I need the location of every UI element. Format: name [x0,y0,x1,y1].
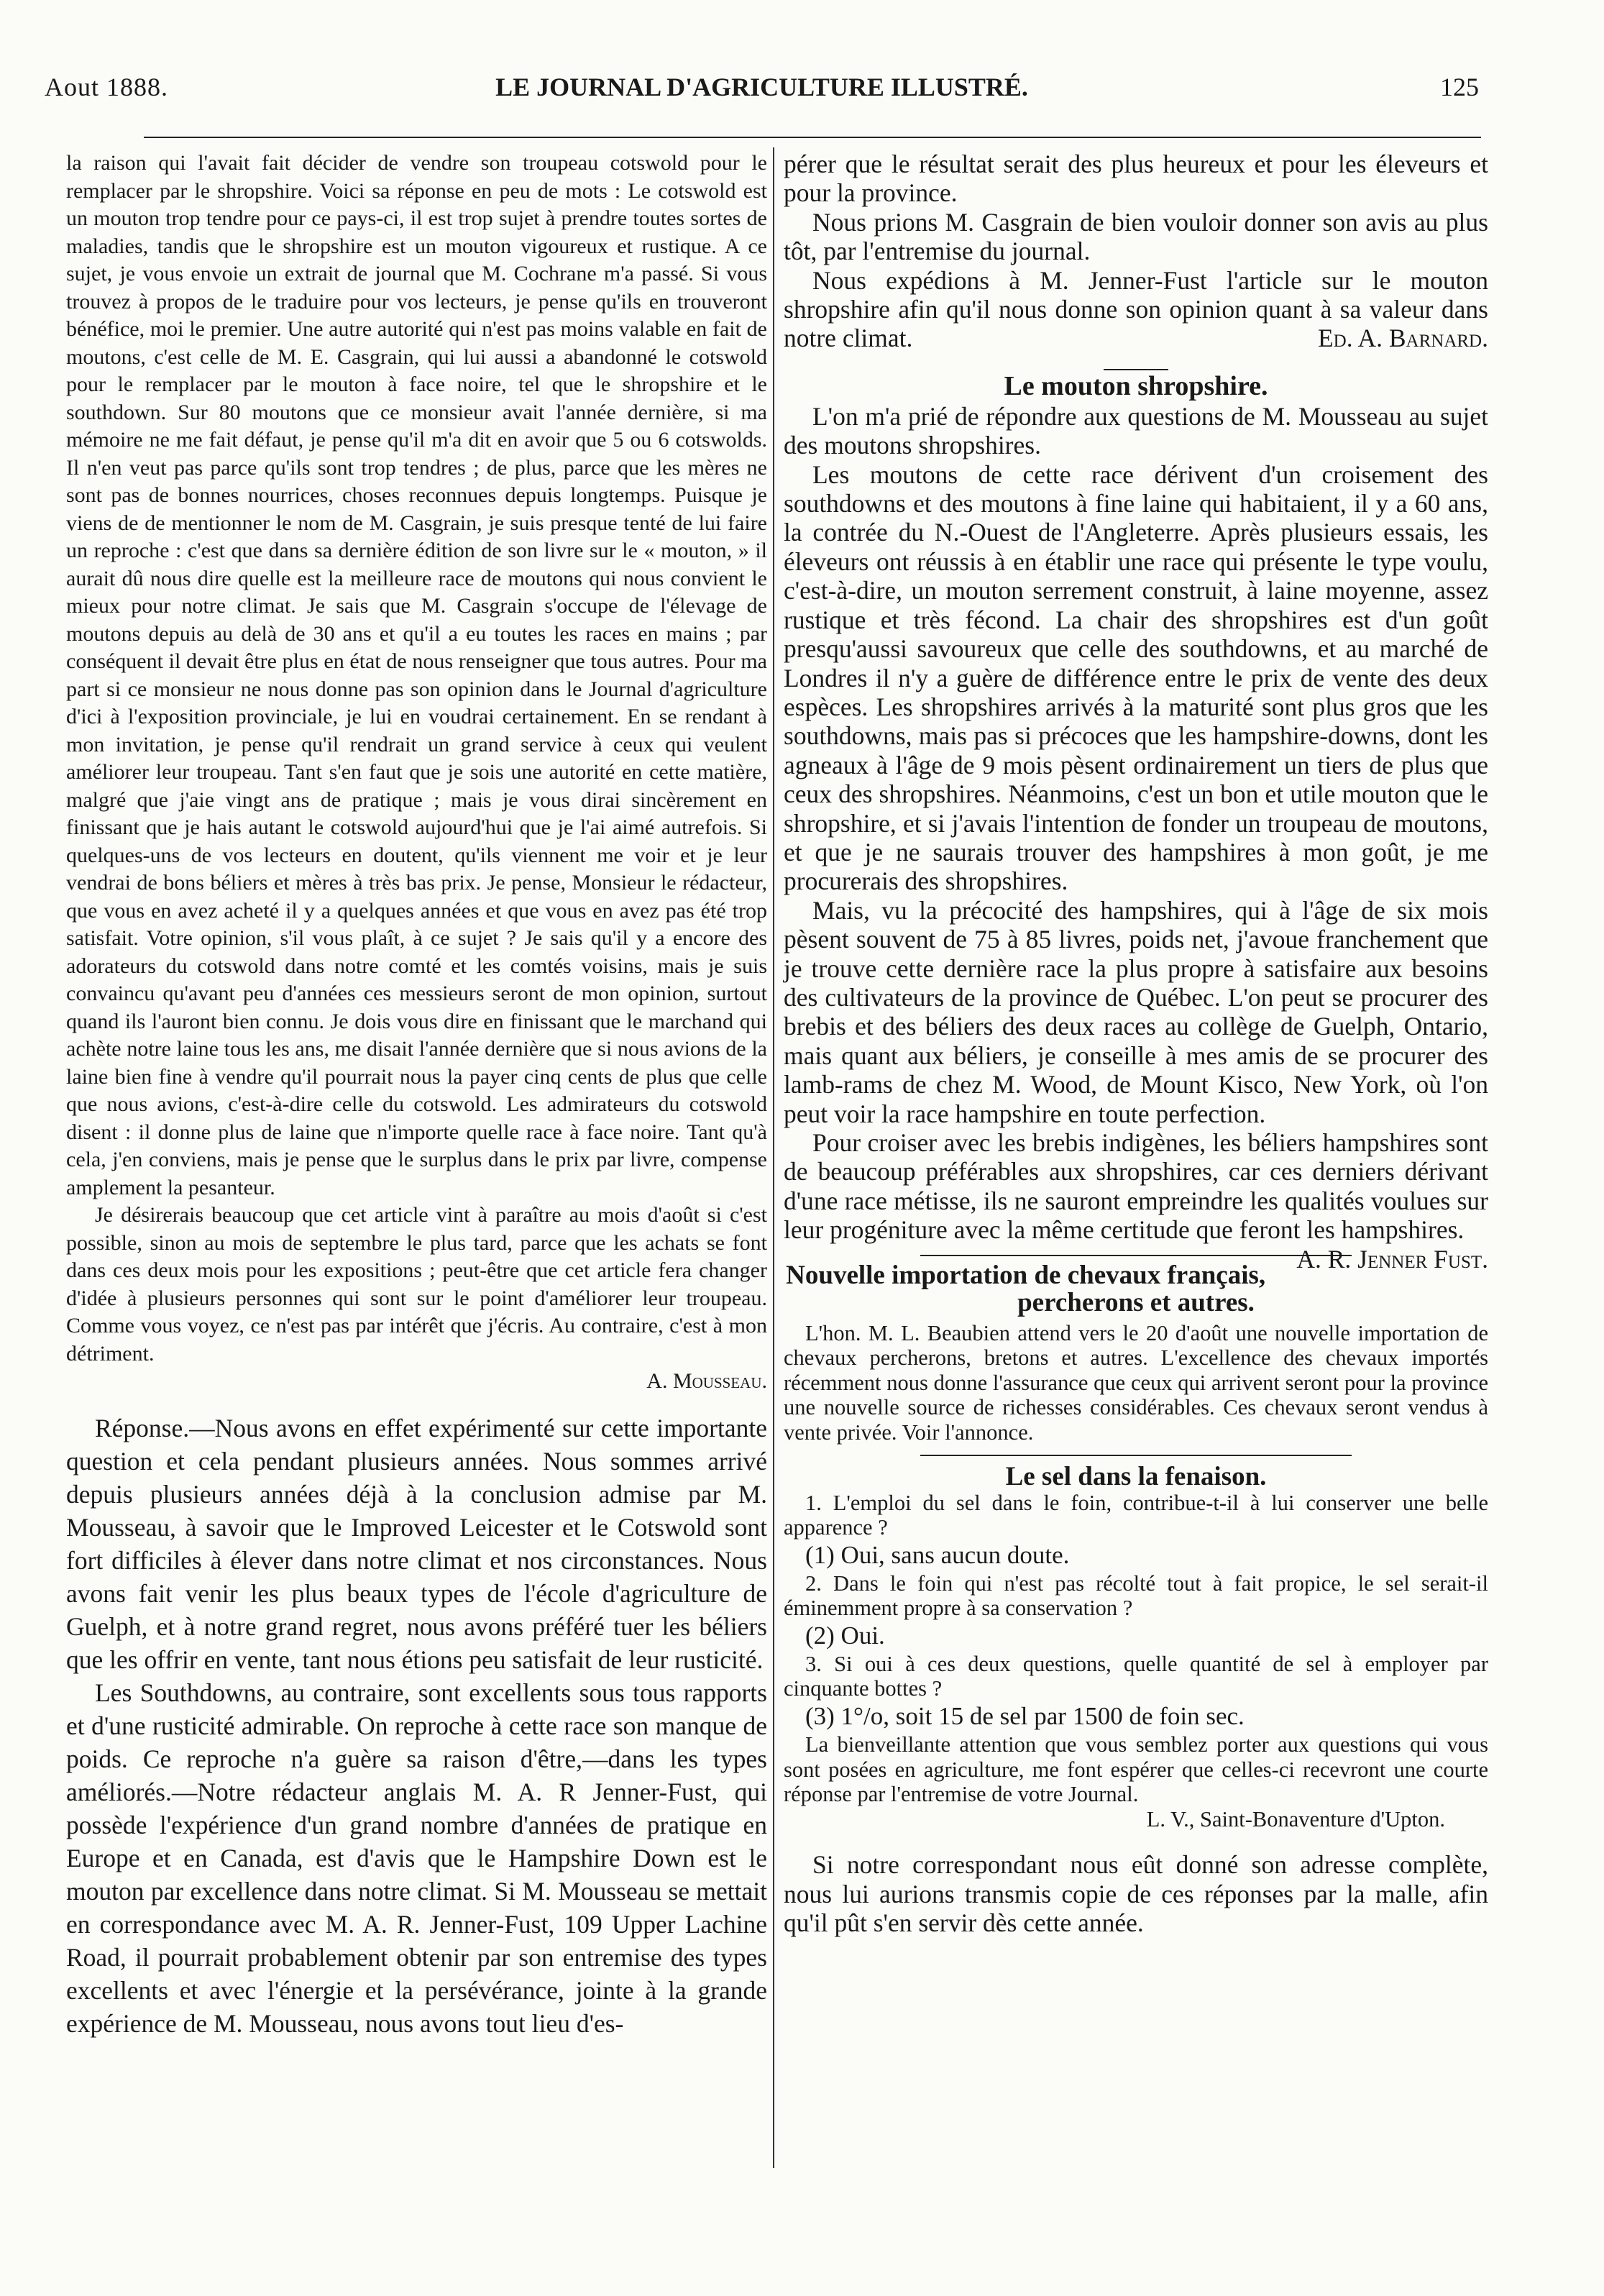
page-number: 125 [1440,73,1479,101]
letter-paragraph-1: la raison qui l'avait fait décider de vendre son troupeau cotswold pour le remplacer par le shropshire. Voici sa réponse en peu de mots : Le cotswold est un mouton trop tendre pour ce pays-ci, il est trop sujet à prendre toutes sortes de maladies, tandis que le shropshire est un mouton vigoureux et rustique. A ce sujet, je vous envoie un extrait de journal que M. Cochrane m'a passé. Si vous trouvez à propos de le traduire pour vos lecteurs, je pense qu'ils en trouveront bénéfice, moi le premier. Une autre autorité qui n'est pas moins valable en fait de moutons, c'est celle de M. E. Casgrain, qui lui aussi a abandonné le cotswold pour le remplacer par le mouton à face noire, tel que le shropshire et le southdown. Sur 80 moutons que ce monsieur avait l'année dernière, si ma mémoire ne me fait défaut, je pense qu'il m'a dit en avoir que 5 ou 6 cotswolds. Il n'en veut pas parce qu'ils sont trop tendres ; de plus, parce que les mères ne sont pas de bonnes nourrices, choses reconnues depuis longtemps. Puisque je viens de de mentionner le nom de M. Casgrain, je suis presque tenté de lui faire un reproche : c'est que dans sa dernière édition de son livre sur le « mouton, » il aurait dû nous dire quelle est la meilleure race de moutons qui nous convient le mieux pour notre climat. Je sais que M. Casgrain s'occupe de l'élevage de moutons depuis au delà de 30 ans et qu'il a eu toutes les races en mains ; par conséquent il devait être plus en état de nous renseigner que tous autres. Pour ma part si ce monsieur ne nous donne pas son opinion dans le Journal d'agriculture d'ici à l'exposition provinciale, je lui en voudrai certainement. En se rendant à mon invitation, je pense qu'il rendrait un grand service à ceux qui veulent améliorer leur troupeau. Tant s'en faut que je sois une autorité en cette matière, malgré que j'aie vingt ans de pratique ; mais je vous dirai sincèrement en finissant que je hais autant le cotswold aujourd'hui que je l'ai aimé autrefois. Si quelques-uns de vos lecteurs en doutent, qu'ils viennent me voir et je leur vendrai de bons béliers et mères à très bas prix. Je pense, Monsieur le rédacteur, que vous en avez acheté il y a quelques années et que vous en avez pas été trop satisfait. Votre opinion, s'il vous plaît, à ce sujet ? Je sais qu'il y a encore des adorateurs du cotswold dans notre comté et les comtés voisins, mais je suis convaincu qu'avant peu d'années ces messieurs seront de mon opinion, surtout quand ils l'auront bien connu. Je dois vous dire en finissant que le marchand qui achète notre laine tous les ans, me disait l'année dernière que si nous avions de la laine bien fine à vendre qu'il pourrait nous la payer cinq cents de plus que celle que nous avions, c'est-à-dire celle du cotswold. Les admirateurs du cotswold disent : il donne plus de laine que n'importe quelle race à face noire. Tant qu'à cela, j'en conviens, mais je pense que le surplus dans le prix par livre, compense amplement la pesanteur. [66,151,767,1199]
answer-2: (2) Oui. [805,1622,885,1650]
answer-3: (3) 1°/o, soit 15 de sel par 1500 de foin sec. [805,1702,1245,1731]
section-title-sel: Le sel dans la fenaison. [1005,1462,1267,1492]
shropshire-paragraph-3: Mais, vu la précocité des hampshires, qui à l'âge de six mois pèsent souvent de 75 à 85 livres, poids net, j'avoue franchement que je trouve cette dernière race la plus propre à satisfaire aux besoins des cultivateurs de la province de Québec. L'on peut se procurer des brebis et des béliers des deux races au collège de Guelph, Ontario, mais quant aux béliers, je conseille à mes amis de se procurer des lamb-rams de chez M. Wood, de Mount Kisco, New York, où l'on peut voir la race hampshire en toute perfection. [784,895,1488,1128]
section-title-chevaux-2: percherons et autres. [1017,1287,1255,1317]
column-divider [773,147,774,2168]
question-1: 1. L'emploi du sel dans le foin, contribue-t-il à lui conserver une belle apparence ? [784,1491,1488,1540]
sel-paragraph: La bienveillante attention que vous semblez porter aux questions qui vous sont posées en agriculture, me font espérer que celles-ci recevront une courte réponse par l'entremise de votre Journal. L. V., Saint-Bonaventure d'Upton. [784,1732,1488,1831]
section-title-shropshire: Le mouton shropshire. [1004,370,1268,401]
right-column [784,150,1488,1937]
reponse-continued: pérer que le résultat serait des plus heureux et pour les éleveurs et pour la province. [784,150,1488,208]
journal-title: LE JOURNAL D'AGRICULTURE ILLUSTRÉ. [495,73,1028,101]
issue-date: Aout 1888. [45,73,168,101]
reponse-signature: Ed. A. Barnard. [1317,324,1488,353]
answer-1: (1) Oui, sans aucun doute. [805,1541,1070,1570]
left-column [66,150,767,2040]
question-3: 3. Si oui à ces deux questions, quelle quantité de sel à employer par cinquante bottes ? [784,1652,1488,1701]
sel-closing-paragraph: Si notre correspondant nous eût donné son adresse complète, nous lui aurions transmis copie de ces réponses par la malle, afin qu'il pût s'en servir dès cette année. [784,1850,1488,1937]
letter-signature: A. Mousseau. [646,1369,767,1393]
shropshire-signature: A. R. Jenner Fust. [1296,1244,1488,1273]
shropshire-paragraph-2: Les moutons de cette race dérivent d'un croisement des southdowns et des moutons à fine laine qui habitaient, il y a 60 ans, la contrée du N.-Ouest de l'Angleterre. Après plusieurs essais, les éleveurs ont réussis à en établir une race qui présente le type voulu, c'est-à-dire, un mouton serrement construit, à laine moyenne, assez rustique et très fécond. La chair des shropshires est d'un goût presqu'aussi savoureux que celle des southdowns, et au marché de Londres il n'y a guère de différence entre le prix de vente des deux espèces. Les shropshires arrivés à la maturité sont plus gros que les southdowns, mais pas si précoces que les hampshire-downs, dont les agneaux à l'âge de 9 mois pèsent ordinairement un tiers de plus que ceux des shropshires. Néanmoins, c'est un bon et utile mouton que le shropshire, et si j'avais l'intention de fonder un troupeau de moutons, et que je ne saurais trouver des hampshires à mon goût, je me procurerais des shropshires. [784,459,1488,896]
header-rule [144,137,1481,138]
reponse-paragraph-3: Nous prions M. Casgrain de bien vouloir donner son avis au plus tôt, par l'entremise du journal. [784,207,1488,266]
reponse-paragraph-1: Réponse.—Nous avons en effet expérimenté sur cette importante question et cela pendant plusieurs années. Nous sommes arrivé depuis plusieurs années déjà à la conclusion admise par M. Mousseau, à savoir que le Improved Leicester et le Cotswold sont fort difficiles à élever dans notre climat et nos circonstances. Nous avons fait venir les plus beaux types de l'école d'agriculture de Guelph, et à notre grand regret, nous avons préféré tuer les béliers que les offrir en vente, tant nous étions peu satisfait de leur rusticité. [66,1413,767,1674]
section-title-chevaux-1: Nouvelle importation de chevaux français, [786,1260,1266,1290]
sel-signature: L. V., Saint-Bonaventure d'Upton. [1146,1806,1445,1831]
chevaux-paragraph: L'hon. M. L. Beaubien attend vers le 20 d'août une nouvelle importation de chevaux percherons, bretons et autres. L'excellence des chevaux importés récemment nous donne l'assurance que ceux qui arrivent seront pour la province une nouvelle source de richesses considérables. Ces chevaux seront vendus à vente privée. Voir l'annonce. [784,1320,1488,1445]
page-header [45,72,1479,112]
shropshire-paragraph-1: L'on m'a prié de répondre aux questions de M. Mousseau au sujet des moutons shropshires. [784,401,1488,460]
reponse-paragraph-2: Les Southdowns, au contraire, sont excellents sous tous rapports et d'une rusticité admirable. On reproche à cette race son manque de poids. Ce reproche n'a guère sa raison d'être,—dans les types améliorés.—Notre rédacteur anglais M. A. R Jenner-Fust, qui possède l'expérience d'un grand nombre d'années de pratique en Europe et en Canada, est d'avis que le Hampshire Down est le mouton par excellence dans notre climat. Si M. Mousseau se mettait en correspondance avec M. A. R. Jenner-Fust, 109 Upper Lachine Road, il pourrait probablement obtenir par son entremise des types excellents et avec l'énergie et la persévérance, jointe à la grande expérience de M. Mousseau, nous avons tout lieu d'es- [66,1678,767,2038]
shropshire-paragraph-4: Pour croiser avec les brebis indigènes, les béliers hampshires sont de beaucoup préférables aux shropshires, car ces derniers dérivant d'une race métisse, ils ne sauront empreindre les qualités voulues sur leur progéniture avec la même certitude que feront les hampshires. A. R. Jenner Fust. [784,1128,1488,1273]
letter-paragraph-2: Je désirerais beaucoup que cet article vint à paraître au mois d'août si c'est possible, sinon au mois de septembre le plus tard, parce que les achats se font dans ces deux mois pour les expositions ; peut-être que cet article fera changer d'idée à plusieurs personnes qui sont sur le point d'améliorer leur troupeau. Comme vous voyez, ce n'est pas par intérêt que j'écris. Au contraire, c'est à mon détriment. A. Mousseau. [66,1202,767,1396]
question-2: 2. Dans le foin qui n'est pas récolté tout à fait propice, le sel serait-il éminemment propre à sa conservation ? [784,1571,1488,1621]
reponse-paragraph-4: Nous expédions à M. Jenner-Fust l'article sur le mouton shropshire afin qu'il nous donne son opinion quant à sa valeur dans notre climat. Ed. A. Barnard. [784,265,1488,353]
